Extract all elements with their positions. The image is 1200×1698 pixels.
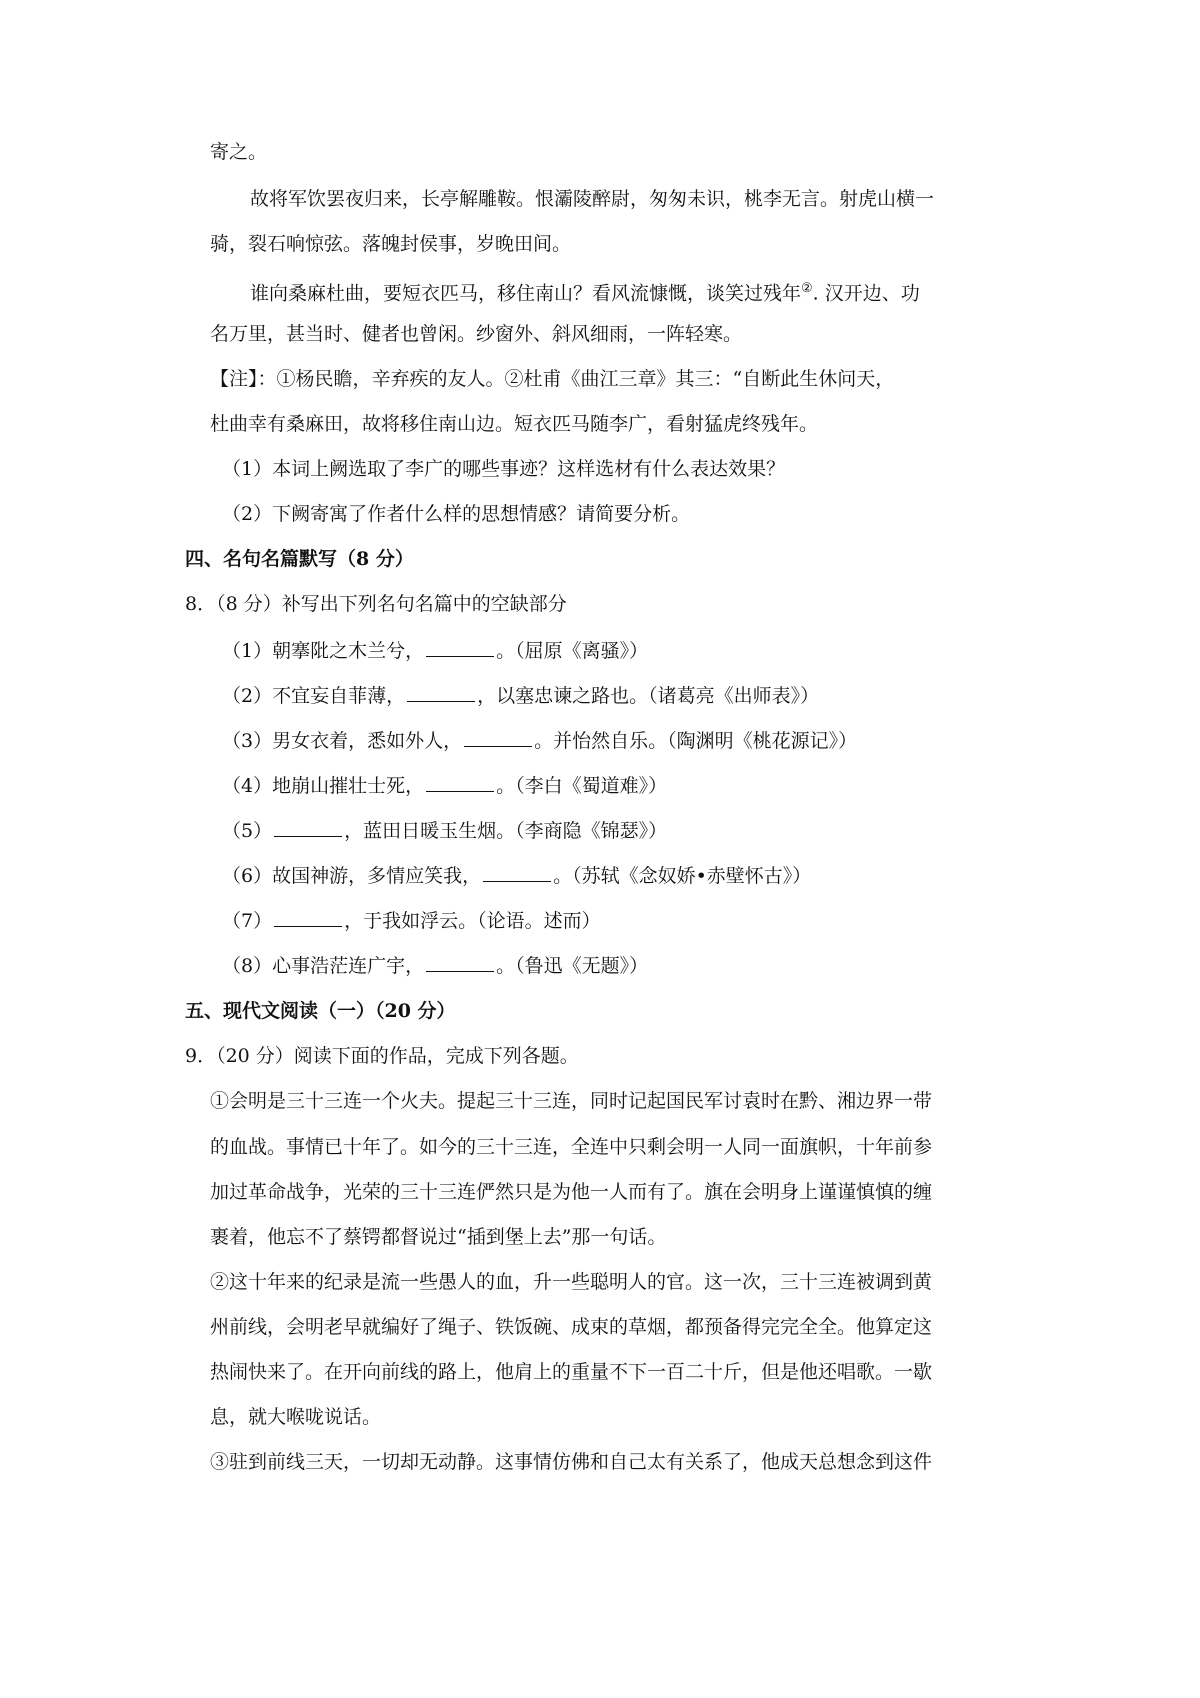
poem-line: 寄之。 [210, 141, 268, 163]
item-text: 。（李白《蜀道难》） [496, 775, 668, 797]
passage-line: 加过革命战争，光荣的三十三连俨然只是为他一人而有了。旗在会明身上谨谨慎慎的缠 [210, 1181, 933, 1203]
sub-question: （1）本词上阙选取了李广的哪些事迹？这样选材有什么表达效果？ [222, 458, 786, 480]
poem-line [250, 277, 920, 305]
passage-line: 州前线，会明老早就编好了绳子、铁饭碗、成束的草烟，都预备得完完全全。他算定这 [210, 1316, 933, 1338]
passage-line: 息，就大喉咙说话。 [210, 1406, 382, 1428]
passage-line: 的血战。事情已十年了。如今的三十三连，全连中只剩会明一人同一面旗帜，十年前参 [210, 1136, 933, 1158]
answer-blank[interactable] [426, 953, 494, 972]
fill-blank-item [222, 818, 667, 843]
passage-line: ①会明是三十三连一个火夫。提起三十三连，同时记起国民军讨袁时在黔、湘边界一带 [210, 1090, 933, 1112]
section-heading: 五、现代文阅读（一）（20 分） [185, 1000, 456, 1022]
item-text: （8）心事浩茫连广宇， [222, 955, 425, 977]
item-text: 。（鲁迅《无题》） [496, 955, 649, 977]
passage-line: 热闹快来了。在开向前线的路上，他肩上的重量不下一百二十斤，但是他还唱歌。一歇 [210, 1361, 933, 1383]
item-text: （6）故国神游，多情应笑我， [222, 865, 482, 887]
poem-text: . 汉开边、功 [812, 282, 920, 305]
item-text: （1）朝搴阰之木兰兮， [222, 640, 425, 662]
answer-blank[interactable] [274, 818, 342, 837]
fill-blank-item [222, 773, 667, 798]
footnote-marker: ② [801, 281, 813, 296]
question-stem: 9．（20 分）阅读下面的作品，完成下列各题。 [185, 1045, 579, 1067]
item-text: （2）不宜妄自菲薄， [222, 685, 406, 707]
annotation-line: 杜曲幸有桑麻田，故将移住南山边。短衣匹马随李广，看射猛虎终残年。 [210, 413, 819, 435]
passage-line: 裹着，他忘不了蔡锷都督说过“插到堡上去”那一句话。 [210, 1226, 667, 1248]
poem-line: 故将军饮罢夜归来，长亭解雕鞍。恨灞陵醉尉，匆匆未识，桃李无言。射虎山横一 [250, 188, 935, 210]
answer-blank[interactable] [274, 908, 342, 927]
question-stem: 8．（8 分）补写出下列名句名篇中的空缺部分 [185, 593, 567, 615]
sub-question: （2）下阙寄寓了作者什么样的思想情感？请简要分析。 [222, 503, 691, 525]
item-text: ，蓝田日暖玉生烟。（李商隐《锦瑟》） [344, 820, 668, 842]
fill-blank-item [222, 683, 819, 708]
answer-blank[interactable] [407, 683, 475, 702]
fill-blank-item [222, 728, 857, 753]
item-text: （7） [222, 910, 273, 932]
annotation-line: 【注】：①杨民瞻，辛弃疾的友人。②杜甫《曲江三章》其三：“自断此生休问天， [210, 368, 895, 390]
item-text: ，以塞忠谏之路也。（诸葛亮《出师表》） [477, 685, 820, 707]
item-text: 。（屈原《离骚》） [496, 640, 649, 662]
answer-blank[interactable] [426, 773, 494, 792]
item-text: （3）男女衣着，悉如外人， [222, 730, 463, 752]
fill-blank-item [222, 638, 648, 663]
item-text: （5） [222, 820, 273, 842]
item-text: 。（苏轼《念奴娇•赤壁怀古》） [553, 865, 812, 887]
item-text: 。并怡然自乐。（陶渊明《桃花源记》） [534, 730, 858, 752]
item-text: ，于我如浮云。（论语。述而） [344, 910, 601, 932]
poem-line: 骑，裂石响惊弦。落魄封侯事，岁晚田间。 [210, 233, 572, 255]
section-heading: 四、名句名篇默写（8 分） [185, 548, 414, 570]
poem-line: 名万里，甚当时、健者也曾闲。纱窗外、斜风细雨，一阵轻寒。 [210, 323, 743, 345]
fill-blank-item [222, 908, 601, 933]
fill-blank-item [222, 863, 811, 888]
passage-line: ③驻到前线三天，一切却无动静。这事情仿佛和自己太有关系了，他成天总想念到这件 [210, 1451, 933, 1473]
answer-blank[interactable] [464, 728, 532, 747]
answer-blank[interactable] [483, 863, 551, 882]
answer-blank[interactable] [426, 638, 494, 657]
fill-blank-item [222, 953, 648, 978]
passage-line: ②这十年来的纪录是流一些愚人的血，升一些聪明人的官。这一次，三十三连被调到黄 [210, 1271, 933, 1293]
item-text: （4）地崩山摧壮士死， [222, 775, 425, 797]
poem-text: 谁向桑麻杜曲，要短衣匹马，移住南山？看风流慷慨，谈笑过残年 [250, 282, 802, 305]
